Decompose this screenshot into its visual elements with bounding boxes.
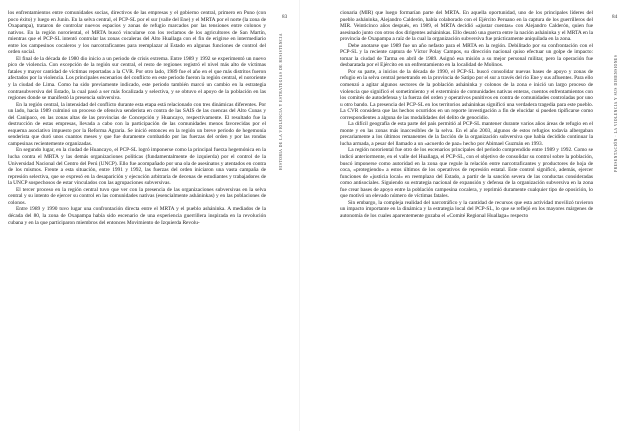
paragraph: Por su parte, a inicios de la década de 1990, el PCP-SL buscó consolidar nuevas bases de apoyo y zonas de refugio en la selva central penetrando en la provincia de Satipo por el sur a través del río Ene y sus afluentes. Para ello comenzó a agitar algunos sectores de la población asháninka y colonos de la zona e inició un largo proceso de violencia que significó el sometimiento y el exterminio de comunidades nativas enteras, cuentos enfrentamientos con los comités de autodefensa y la fuerza del orden y operativos punitivos en contra de comunidades controladas por uno u otro bando. La presencia del PCP-SL en los territorios asháninkas significó una verdadera tragedia para este pueblo. La CVR considera que las hechos ocurridos en un reporte investigación a fin de elucidar si pueden tipificarse como correspondientes a alguna de las modalidades del delito de genocidio. xyxy=(340,68,593,121)
right-page-number: 84 xyxy=(612,14,618,20)
paragraph: los enfrentamientos entre comunidades socias, directivos de las empresas y el gobierno central, primero en Puno (con poco éxito) y luego en Junín. En la selva central, el PCP-SL por el sur (valle del Ene) y el MRTA por el norte (la zona de Oxapampa), trataron de controlar nuevos espacios y zonas de refugio marcados por las tensiones entre colonos y nativos. En la región nororiental, el MRTA buscó vincularse con los reclamos de los agricultores de San Martín, mientras que el PCP-SL intentó controlar las zonas cocaleras del Alto Huallaga con el fin de erigirse en intermediario entre los campesinos cocaleros y los narcotraficantes para reemplazar al Estado en algunas funciones de control del orden social. xyxy=(8,10,266,56)
paragraph: Debe anotarse que 1989 fue un año nefasto para el MRTA en la región. Debilitado por su confrontación con el PCP-SL y la reciente captura de Víctor Polay Campos, su dirección nacional quiso efectuar un golpe de impacto: tomar la ciudad de Tarma en abril de 1989. Asignó esa misión a su mejor personal militar, pero la operación fue desbaratada por el Ejército en un enfrentamiento en la localidad de Molinos. xyxy=(340,42,593,69)
left-page-number: 83 xyxy=(282,14,288,20)
paragraph: En la región central, la intensidad del conflicto durante esta etapa está relacionado con tres dinámicas diferentes. Por un lado, hacia 1989 culminó un proceso de ofensiva senderista en contra de las SAIS de las cuencas del Alto Cunas y del Canipaco, en las zonas altas de las provincias de Concepción y Huancayo, respectivamente. El resultado fue la destrucción de estas empresas, llevada a cabo con la participación de las comunidades menos favorecidas por el esquema asociativo impuesto por la Reforma Agraria. Se inició entonces en la región un breve periodo de hegemonía senderista que duró unos cuantos meses y que fue duramente combatido por las fuerzas del orden y por las rondas campesinas recientemente organizadas. xyxy=(8,101,266,147)
right-running-head: PRESENTACIÓN · LA VIOLENCIA Y SUS DIMENSIONES xyxy=(614,54,618,172)
right-page xyxy=(300,0,618,431)
right-page-text-column xyxy=(340,10,593,220)
left-running-head: HISTORIA DE LA VIOLENCIA Y ESTRATEGIAS DE RESISTENCIA xyxy=(279,32,283,170)
paragraph: cionaria (MIR) que luego formarían parte del MRTA. En aquella oportunidad, uno de los principales líderes del pueblo asháninka, Alejandro Calderón, había colaborado con el Ejército Peruano en la captura de los guerrilleros del MIR. Veinticinco años después, en 1989, el MRTA decidió «ajustar cuentas» con Alejandro Calderón, quien fue asesinado junto con otros dos dirigentes asháninkas. Ello desató una guerra entre la nación asháninka y el MRTA en la provincia de Oxapampa a raíz de la cual la organización subversiva fue prácticamente aniquilada en la zona. xyxy=(340,10,593,43)
left-page-text-column xyxy=(8,10,266,226)
paragraph: El tercer proceso en la región central tuvo que ver con la presencia de las organizaciones subversivas en la selva central y su intento de ejercer su control en las comunidades nativas (esencialmente asháninkas) y en las poblaciones de colonos. xyxy=(8,186,266,206)
paragraph: La difícil geografía de esta parte del país permitió al PCP-SL mantener durante varios años áreas de refugio en el monte y en las zonas más inaccesibles de la selva. En el año 2003, algunos de estos refugios todavía albergaban precariamente a los últimos remanentes de la facción de la organización subversiva que había decidido continuar la lucha armada, a pesar del llamado a un «acuerdo de paz» hecho por Abimael Guzmán en 1993. xyxy=(340,121,593,147)
paragraph: Sin embargo, la compleja realidad del narcotráfico y la cantidad de recursos que esta actividad movilizó tuvieron un impacto importante en la dinámica y la estrategia local del PCP-SL, lo que se reflejó en los mayores márgenes de autonomía de los cuales aparentemente gozaba el «Comité Regional Huallaga» respecto xyxy=(340,199,593,219)
paragraph: En segundo lugar, en la ciudad de Huancayo, el PCP-SL logró imponerse como la principal fuerza hegemónica en la lucha contra el MRTA y las demás organizaciones políticas (fundamentalmente de izquierda) por el control de la Universidad Nacional del Centro del Perú (UNCP). Ello fue acompañado por una ola de asesinatos y atentados en contra de los mismos. Frente a esta situación, entre 1991 y 1992, las fuerzas del orden iniciaron una vasta campaña de represión selectiva, que se expresó en la desaparición y ejecución arbitraria de decenas de estudiantes y trabajadores de la UNCP sospechosos de estar vinculados con las agrupaciones subversivas. xyxy=(8,147,267,187)
paragraph: Entre 1989 y 1990 tuvo lugar una confrontación directa entre el MRTA y el pueblo asháninka. A mediados de la década del 80, la zona de Oxapampa había sido escenario de una experiencia guerrillera inspirada en la revolución cubana y en la que participaron miembros del entonces Movimiento de Izquierda Revolu- xyxy=(8,206,266,226)
paragraph: El final de la década de 1980 dio inicio a un periodo de crisis extrema. Entre 1989 y 1992 se experimentó un nuevo pico de violencia. Con excepción de la región sur central, el resto de regiones registró el nivel más alto de víctimas fatales y mayor cantidad de víctimas reportadas a la CVR. Por otro lado, 1989 fue el año en el que más distritos fueron afectados por la violencia. Los principales escenarios del conflicto en este periodo fueron la región central, el nororiente y la ciudad de Lima. Como ha sido previamente indicado, este periodo también marcó un cambio en la estrategia contrasubversiva del Estado, la cual pasó a ser más focalizada y selectiva, y se obtuvo el apoyo de la población en las regiones donde se manifestó la presencia subversiva. xyxy=(8,55,266,102)
paragraph: La región nororiental fue otro de los escenarios principales del periodo comprendido entre 1989 y 1992. Como se indicó anteriormente, en el valle del Huallaga, el PCP-SL, con el objetivo de consolidar su control sobre la población, buscó imponerse como autoridad en la zona que regule la relación entre narcotraficantes y productores de hoja de coca, «protegiendo» a estos últimos de los operativos de represión estatal. Este control significó, además, ejercer funciones de «justicia local» en reemplazo del Estado, a partir de la sanción severa de las conductas consideradas como antisociales. Siguiendo su estrategia nacional de expansión y defensa de la organización subversiva en la zona fue crear bases de apoyo entre la población campesina cocalera, y reprimió duramente cualquier tipo de oposición, lo que motivó un elevado número de víctimas fatales. xyxy=(340,147,593,200)
left-page xyxy=(0,0,300,431)
